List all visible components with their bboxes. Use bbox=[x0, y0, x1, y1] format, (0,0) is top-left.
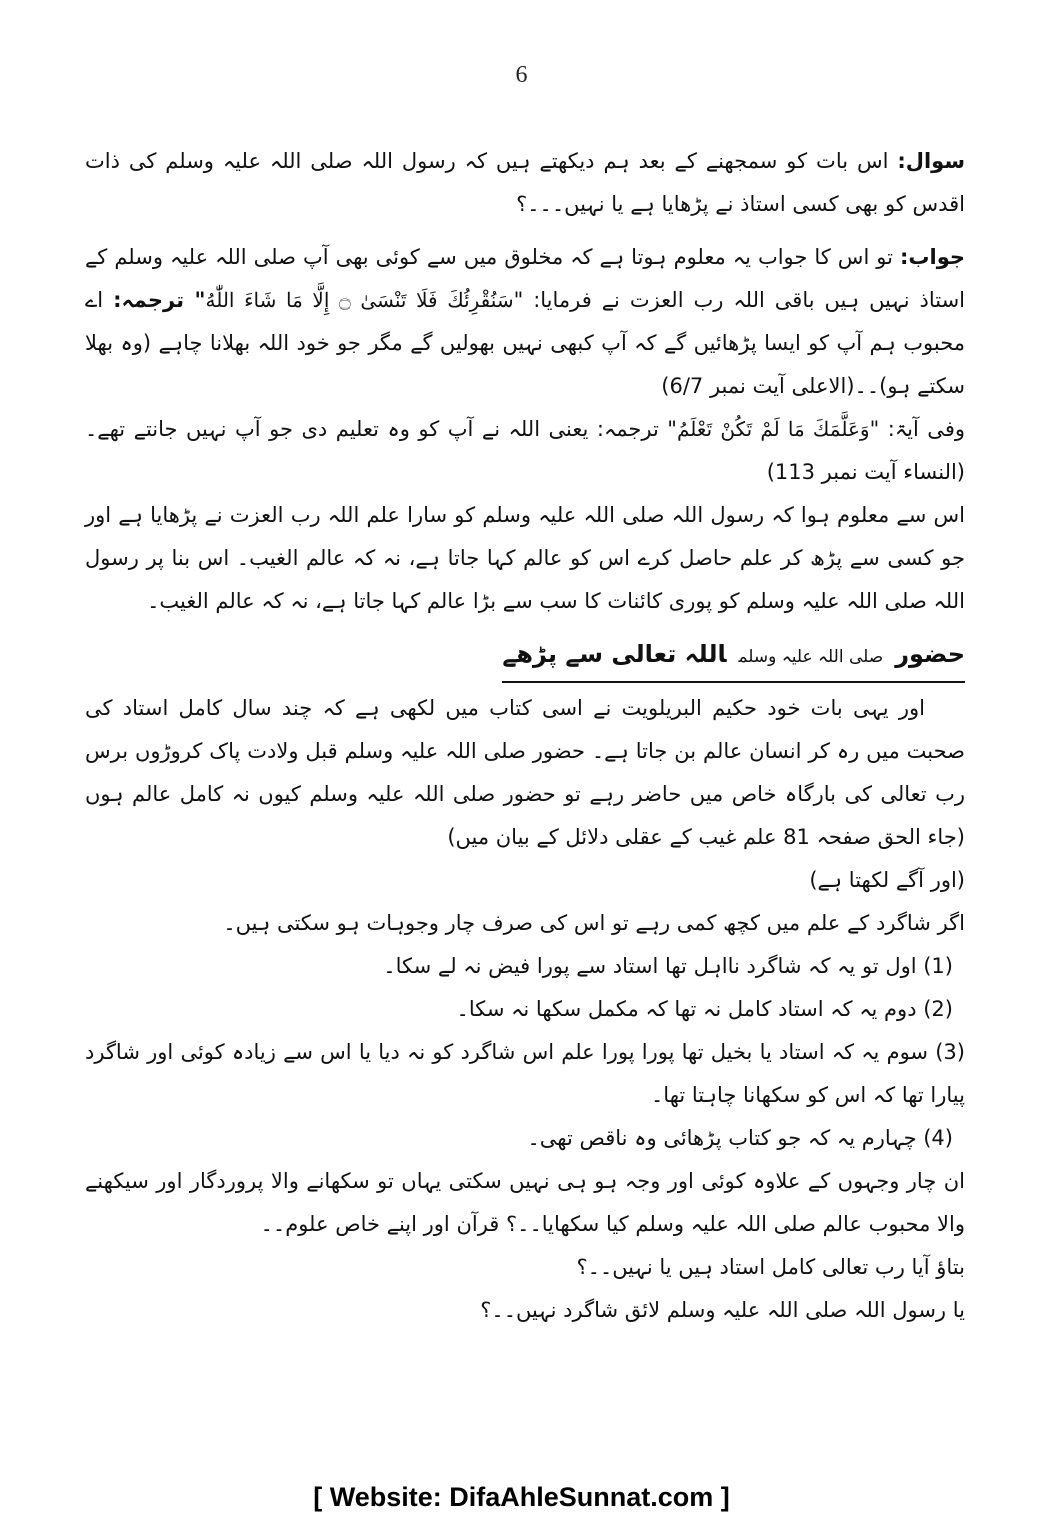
website-footer: [ Website: DifaAhleSunnat.com ] bbox=[313, 1482, 730, 1512]
page-content bbox=[85, 140, 965, 1332]
answer-paragraph bbox=[85, 236, 965, 408]
reasons-intro: اگر شاگرد کے علم میں کچھ کمی رہے تو اس کی صرف چار وجوہات ہو سکتی ہیں۔ bbox=[223, 911, 965, 935]
quran-ayah: سَنُقْرِئُكَ فَلَا تَنْسَىٰ ۝ إِلَّا مَا شَاءَ اللّٰهُ bbox=[205, 288, 514, 312]
section-heading-wrap bbox=[85, 633, 965, 683]
reason-item: (2) دوم یہ کہ استاد کامل نہ تھا کہ مکمل سکھا نہ سکا۔ bbox=[456, 997, 953, 1021]
answer-text: تو اس کا جواب یہ معلوم ہوتا ہے کہ مخلوق میں سے کوئی بھی آپ صلی اللہ علیہ وسلم کے استاذ نہیں ہیں باقی اللہ رب العزت نے فرمایا: " bbox=[85, 245, 966, 312]
heading-part-1: حضور bbox=[895, 640, 965, 668]
question-label: سوال: bbox=[897, 149, 965, 173]
page-number: 6 bbox=[515, 62, 528, 88]
question-line-2: یا رسول اللہ صلی اللہ علیہ وسلم لائق شاگرد نہیں۔۔؟ bbox=[480, 1298, 965, 1322]
quote-paragraph: اور یہی بات خود حکیم البریلویت نے اسی کتاب میں لکھی ہے کہ چند سال کامل استاد کی صحبت میں رہ کر انسان عالم بن جاتا ہے۔ حضور صلی اللہ علیہ وسلم قبل ولادت پاک کروڑوں برس رب تعالی کی بارگاہ خاص میں حاضر رہے تو حضور صلی اللہ علیہ وسلم کیوں نہ کامل عالم ہوں (جاء الحق صفحہ 81 علم غیب کے عقلی دلائل کے بیان میں) bbox=[85, 696, 965, 849]
salutation-glyph: صلی اللہ علیہ وسلم bbox=[738, 647, 884, 667]
conclusion-paragraph: اس سے معلوم ہوا کہ رسول اللہ صلی اللہ علیہ وسلم کو سارا علم اللہ رب العزت نے پڑھایا ہے اور جو کسی سے پڑھ کر علم حاصل کرے اس کو عالم کہا جاتا ہے، نہ کہ عالم الغیب۔ اس بنا پر رسول اللہ صلی اللہ علیہ وسلم کو پوری کائنات کا سب سے بڑا عالم کہا جاتا ہے، نہ کہ عالم الغیب۔ bbox=[85, 503, 965, 613]
question-paragraph bbox=[85, 140, 965, 226]
heading-part-2: اللہ تعالی سے پڑھے bbox=[502, 640, 727, 668]
question-text: اس بات کو سمجھنے کے بعد ہم دیکھتے ہیں کہ رسول اللہ صلی اللہ علیہ وسلم کی ذات اقدس کو بھی کسی استاذ نے پڑھایا ہے یا نہیں۔۔۔؟ bbox=[85, 149, 965, 216]
quran-ayah-2: وَعَلَّمَكَ مَا لَمْ تَكُنْ تَعْلَمُ bbox=[676, 417, 870, 441]
section-heading bbox=[502, 633, 965, 683]
ayah-prefix: وفی آیۃ: " bbox=[869, 417, 965, 441]
translation-label: " ترجمہ: bbox=[113, 288, 206, 312]
translation-text: اے محبوب ہم آپ کو ایسا پڑھائیں گے کہ آپ کبھی نہیں بھولیں گے مگر جو خود اللہ بھلانا چاہے (وہ بھلا سکتے ہو)۔۔(الاعلی آیت نمبر 6/7) bbox=[85, 288, 965, 398]
closing-paragraph: ان چار وجہوں کے علاوہ کوئی اور وجہ ہو ہی نہیں سکتی یہاں تو سکھانے والا پروردگار اور سیکھنے والا محبوب عالم صلی اللہ علیہ وسلم کیا سکھایا۔۔؟ قرآن اور اپنے خاص علوم۔۔ bbox=[85, 1169, 965, 1236]
answer-label: جواب: bbox=[900, 245, 965, 269]
question-line-1: بتاؤ آیا رب تعالی کامل استاد ہیں یا نہیں۔۔؟ bbox=[576, 1255, 965, 1279]
reason-item: (3) سوم یہ کہ استاد یا بخیل تھا پورا پورا علم اس شاگرد کو نہ دیا یا اس سے زیادہ کوئی اور شاگرد پیارا تھا کہ اس کو سکھانا چاہتا تھا۔ bbox=[85, 1040, 965, 1107]
reason-item: (1) اول تو یہ کہ شاگرد نااہل تھا استاد سے پورا فیض نہ لے سکا۔ bbox=[383, 954, 953, 978]
second-ayah-paragraph bbox=[85, 408, 965, 494]
continuation-note: (اور آگے لکھتا ہے) bbox=[809, 868, 965, 892]
ayah-2-translation: " ترجمہ: یعنی اللہ نے آپ کو وہ تعلیم دی جو آپ نہیں جانتے تھے۔(النساء آیت نمبر 113) bbox=[85, 417, 965, 484]
reason-item: (4) چہارم یہ کہ جو کتاب پڑھائی وہ ناقص تھی۔ bbox=[527, 1126, 953, 1150]
